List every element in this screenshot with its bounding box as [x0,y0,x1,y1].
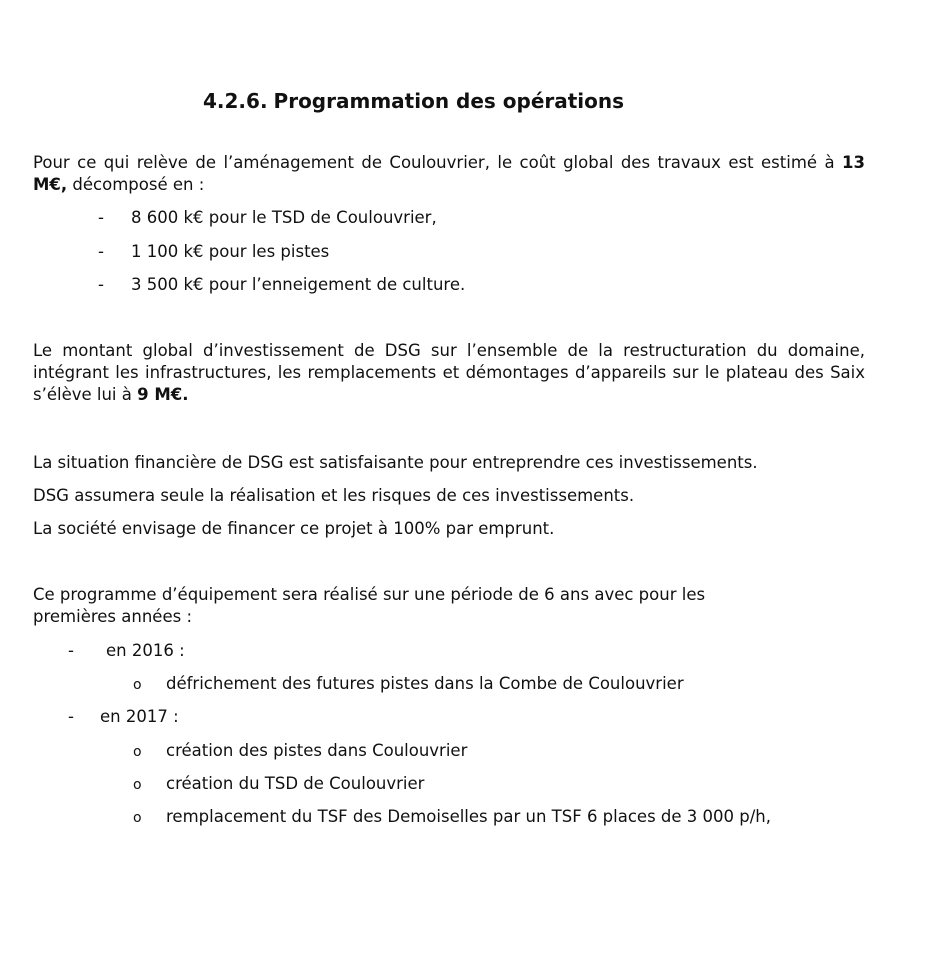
program-paragraph: Ce programme d’équipement sera réalisé sur une période de 6 ans avec pour les premières années : [33,585,706,626]
year-label: en 2017 : [100,707,179,726]
investment-total: 9 M€. [137,385,189,404]
year-label: en 2016 : [106,641,185,660]
finance-line: DSG assumera seule la réalisation et les risques de ces investissements. [33,486,635,505]
sub-bullet: o [133,777,142,793]
year-bullet: - [68,641,74,660]
list-bullet: - [98,275,104,294]
list-item: 8 600 k€ pour le TSD de Coulouvrier, [131,208,437,227]
list-item: 1 100 k€ pour les pistes [131,242,330,261]
cost-total: 13 M€, [33,153,865,194]
year-bullet: - [68,707,74,726]
sub-bullet: o [133,677,142,693]
cost-text-end: décomposé en : [67,175,205,194]
finance-line: La société envisage de financer ce projet à 100% par emprunt. [33,519,555,538]
sub-bullet: o [133,744,142,760]
section-heading [203,89,624,113]
list-bullet: - [98,208,104,227]
cost-text: Pour ce qui relève de l’aménagement de Coulouvrier, le coût global des travaux est estimé à [33,153,843,172]
section-number: 4.2.6. [203,89,268,113]
list-item: 3 500 k€ pour l’enneigement de culture. [131,275,466,294]
schedule-item: remplacement du TSF des Demoiselles par un TSF 6 places de 3 000 p/h, [166,807,772,826]
sub-bullet: o [133,810,142,826]
schedule-item: création du TSD de Coulouvrier [166,774,425,793]
investment-paragraph [33,340,865,406]
cost-paragraph [33,152,865,196]
section-title: Programmation des opérations [273,89,625,113]
list-bullet: - [98,242,104,261]
finance-line: La situation financière de DSG est satisfaisante pour entreprendre ces investissements. [33,453,758,472]
investment-text: Le montant global d’investissement de DSG sur l’ensemble de la restructuration du domaine, intégrant les infrastructures, les remplacements et démontages d’appareils sur le plateau des Saix s’élève lui à [33,341,865,404]
schedule-item: création des pistes dans Coulouvrier [166,741,468,760]
schedule-item: défrichement des futures pistes dans la Combe de Coulouvrier [166,674,684,693]
